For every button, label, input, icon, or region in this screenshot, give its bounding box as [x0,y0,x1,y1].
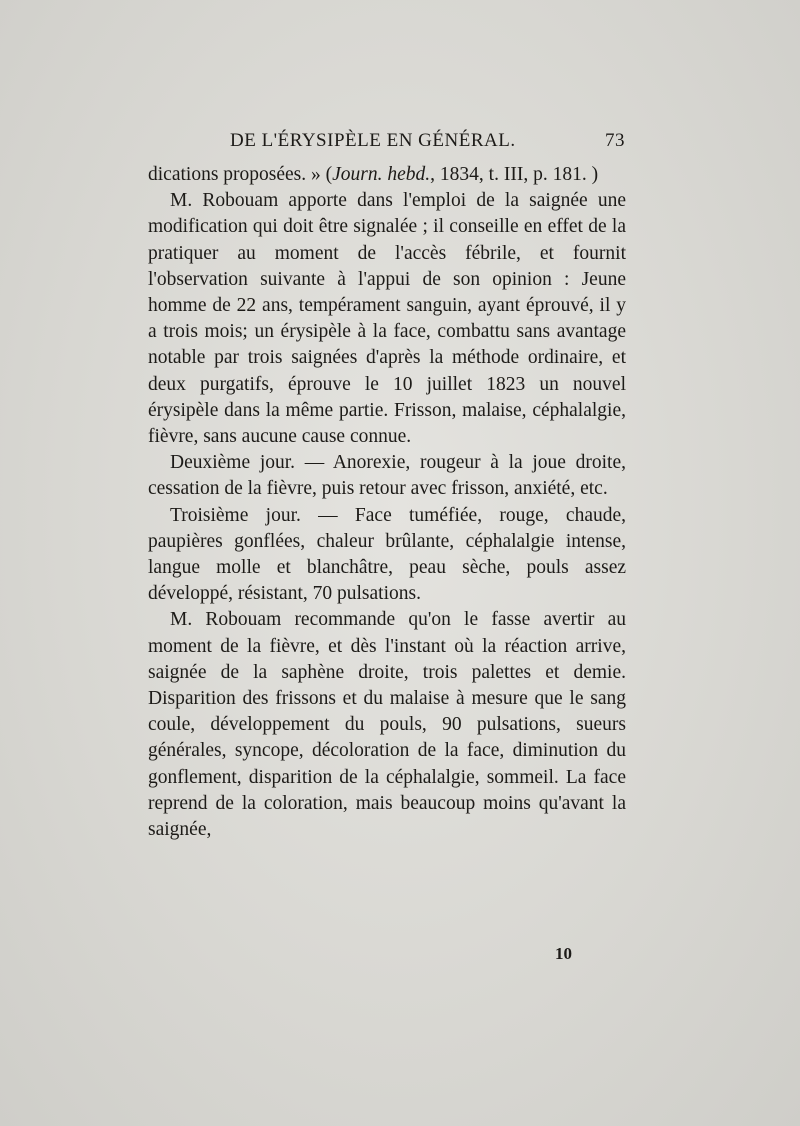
text-span: Troisième jour. — Face tuméfiée, rouge, chaude, paupières gonflées, chaleur brûlante, céphalalgie intense, langue molle et blanchâtre, peau sèche, pouls assez développé, résistant, 70 pulsations. [148,504,626,605]
journal-title: Journ. hebd. [332,164,431,185]
text-span: M. Robouam apporte dans l'emploi de la saignée une modification qui doit être signalée ; il conseille en effet de la pratiquer au moment de l'accès fébrile, et fournit l'observation suivante à l'appui de son opinion : Jeune homme de 22 ans, tempérament sanguin, ayant éprouvé, il y a trois mois; un érysipèle à la face, combattu sans avantage notable par trois saignées d'après la méthode ordinaire, et deux purgatifs, éprouve le 10 juillet 1823 un nouvel érysipèle dans la même partie. Frisson, malaise, céphalalgie, fièvre, sans aucune cause connue. [148,190,626,448]
text-span: , 1834, t. III, p. 181. ) [430,164,599,185]
body-text [148,162,626,843]
text-span: M. Robouam recommande qu'on le fasse avertir au moment de la fièvre, et dès l'instant où la réaction arrive, saignée de la saphène droite, trois palettes et demie. Disparition des frissons et du malaise à mesure que le sang coule, développement du pouls, 90 pulsations, sueurs générales, syncope, décoloration de la face, diminution du gonflement, disparition de la céphalalgie, sommeil. La face reprend de la coloration, mais beaucoup moins qu'avant la saignée, [148,609,626,841]
running-title: DE L'ÉRYSIPÈLE EN GÉNÉRAL. [230,130,516,151]
signature-mark: 10 [555,944,572,963]
paragraph [148,607,626,843]
paragraph [148,162,626,188]
page-number: 73 [605,130,625,151]
text-span: dications proposées. » ( [148,164,333,185]
paragraph [148,188,626,450]
paragraph [148,450,626,502]
text-span: Deuxième jour. — Anorexie, rougeur à la joue droite, cessation de la fièvre, puis retour avec frisson, anxiété, etc. [148,452,626,500]
paragraph [148,503,626,608]
